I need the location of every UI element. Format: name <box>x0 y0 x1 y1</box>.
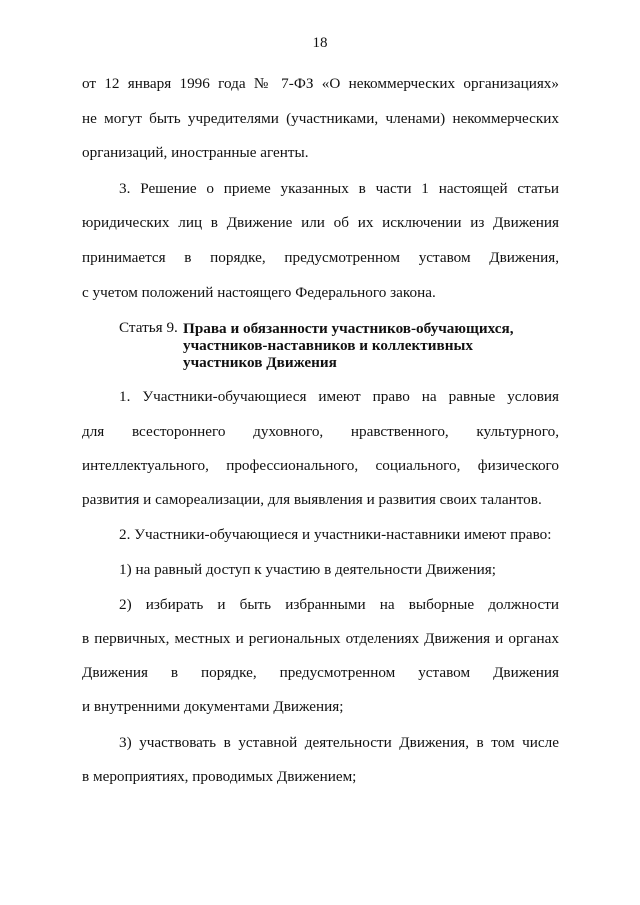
text-line: 3. Решение о приеме указанных в части 1 настоящей статьи <box>119 180 559 197</box>
text-line: 1. Участники-обучающиеся имеют право на равные условия <box>119 388 559 405</box>
text-line: Движения в порядке, предусмотренном уставом Движения <box>82 664 559 681</box>
text-line: развития и самореализации, для выявления и развития своих талантов. <box>82 491 542 508</box>
text-line: в первичных, местных и региональных отделениях Движения и органах <box>82 630 559 647</box>
text-line: 3) участвовать в уставной деятельности Движения, в том числе <box>119 734 559 751</box>
text-line: юридических лиц в Движение или об их исключении из Движения <box>82 214 559 231</box>
page-number: 18 <box>312 35 328 51</box>
text-line: 1) на равный доступ к участию в деятельности Движения; <box>119 561 496 578</box>
text-line: и внутренними документами Движения; <box>82 698 344 715</box>
text-line: не могут быть учредителями (участниками, членами) некоммерческих <box>82 110 559 127</box>
text-line: интеллектуального, профессионального, социального, физического <box>82 457 559 474</box>
text-line: организаций, иностранные агенты. <box>82 144 309 161</box>
article-title: Права и обязанности участников-обучающихся, участников-наставников и коллективных участников Движения <box>183 320 514 371</box>
text-line: принимается в порядке, предусмотренном уставом Движения, <box>82 249 559 266</box>
text-line: для всестороннего духовного, нравственного, культурного, <box>82 423 559 440</box>
article-number: Статья 9. <box>119 319 178 336</box>
text-line: с учетом положений настоящего Федерального закона. <box>82 284 436 301</box>
text-line: от 12 января 1996 года № 7-ФЗ «О некоммерческих организациях» <box>82 75 559 92</box>
text-line: 2. Участники-обучающиеся и участники-наставники имеют право: <box>119 526 552 543</box>
text-line: 2) избирать и быть избранными на выборные должности <box>119 596 559 613</box>
text-line: в мероприятиях, проводимых Движением; <box>82 768 357 785</box>
